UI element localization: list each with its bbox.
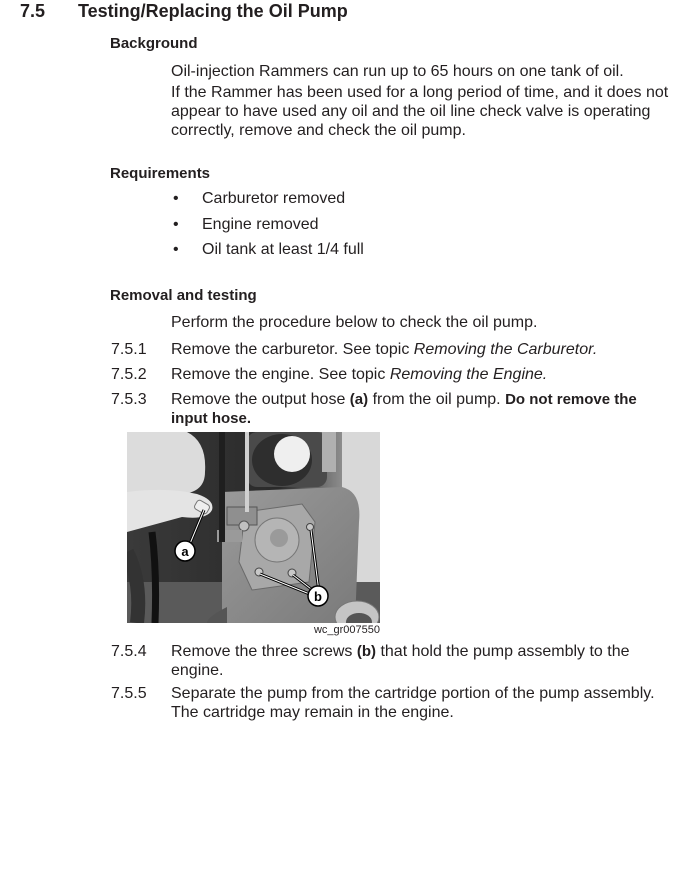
step-text-plain: Remove the output hose <box>171 391 350 408</box>
callout-b-label: b <box>314 589 322 604</box>
callout-ref-b: (b) <box>356 643 377 660</box>
figure-caption: wc_gr007550 <box>313 624 380 636</box>
step-line: The cartridge may remain in the engine. <box>171 704 454 721</box>
requirements-heading: Requirements <box>110 165 211 182</box>
step-text <box>171 365 547 384</box>
background-paragraph-2 <box>171 83 668 140</box>
step-text <box>171 390 637 428</box>
step-text-plain: that hold the pump assembly to the <box>376 643 630 660</box>
removal-intro: Perform the procedure below to check the oil pump. <box>171 314 538 331</box>
step-text <box>171 684 655 722</box>
step-number: 7.5.1 <box>111 341 147 358</box>
step-number: 7.5.5 <box>111 685 147 702</box>
bullet-icon: • <box>173 190 179 207</box>
requirement-item <box>171 190 345 208</box>
section-number: 7.5 <box>20 1 46 21</box>
step-text <box>171 340 597 359</box>
warning-text: Do not remove the <box>505 391 637 408</box>
oil-pump-illustration <box>127 432 380 623</box>
step-line <box>171 390 637 409</box>
background-heading: Background <box>110 35 198 52</box>
step-line <box>171 409 637 428</box>
step-text-plain: Remove the engine. See topic <box>171 366 390 383</box>
step-line: engine. <box>171 662 224 679</box>
paragraph-line: appear to have used any oil and the oil line check valve is operating <box>171 103 651 120</box>
step-text-plain: Remove the three screws <box>171 643 357 660</box>
background-paragraph-1: Oil-injection Rammers can run up to 65 hours on one tank of oil. <box>171 63 624 80</box>
requirement-text: Carburetor removed <box>202 190 346 207</box>
requirement-text: Engine removed <box>202 216 319 233</box>
paragraph-line: correctly, remove and check the oil pump. <box>171 122 466 139</box>
warning-text: input hose. <box>171 410 251 427</box>
removal-heading: Removal and testing <box>110 287 257 304</box>
callout-a-label: a <box>181 544 189 559</box>
step-number: 7.5.3 <box>111 391 147 408</box>
step-number: 7.5.2 <box>111 366 147 383</box>
topic-reference-link[interactable]: Removing the Carburetor. <box>413 341 598 358</box>
requirement-item <box>171 216 319 234</box>
paragraph-line: If the Rammer has been used for a long period of time, and it does not <box>171 84 669 101</box>
step-line <box>171 642 630 661</box>
section-title: Testing/Replacing the Oil Pump <box>78 1 348 21</box>
bullet-icon: • <box>173 241 179 258</box>
requirement-item <box>171 241 364 259</box>
step-text-plain: from the oil pump. <box>368 391 506 408</box>
step-number: 7.5.4 <box>111 643 147 660</box>
requirement-text: Oil tank at least 1/4 full <box>202 241 364 258</box>
bullet-icon: • <box>173 216 179 233</box>
step-text <box>171 642 630 680</box>
step-text-plain: Remove the carburetor. See topic <box>171 341 414 358</box>
topic-reference-link[interactable]: Removing the Engine. <box>389 366 548 383</box>
oil-pump-photo <box>127 432 380 623</box>
callout-ref-a: (a) <box>349 391 369 408</box>
step-line: Separate the pump from the cartridge portion of the pump assembly. <box>171 685 655 702</box>
